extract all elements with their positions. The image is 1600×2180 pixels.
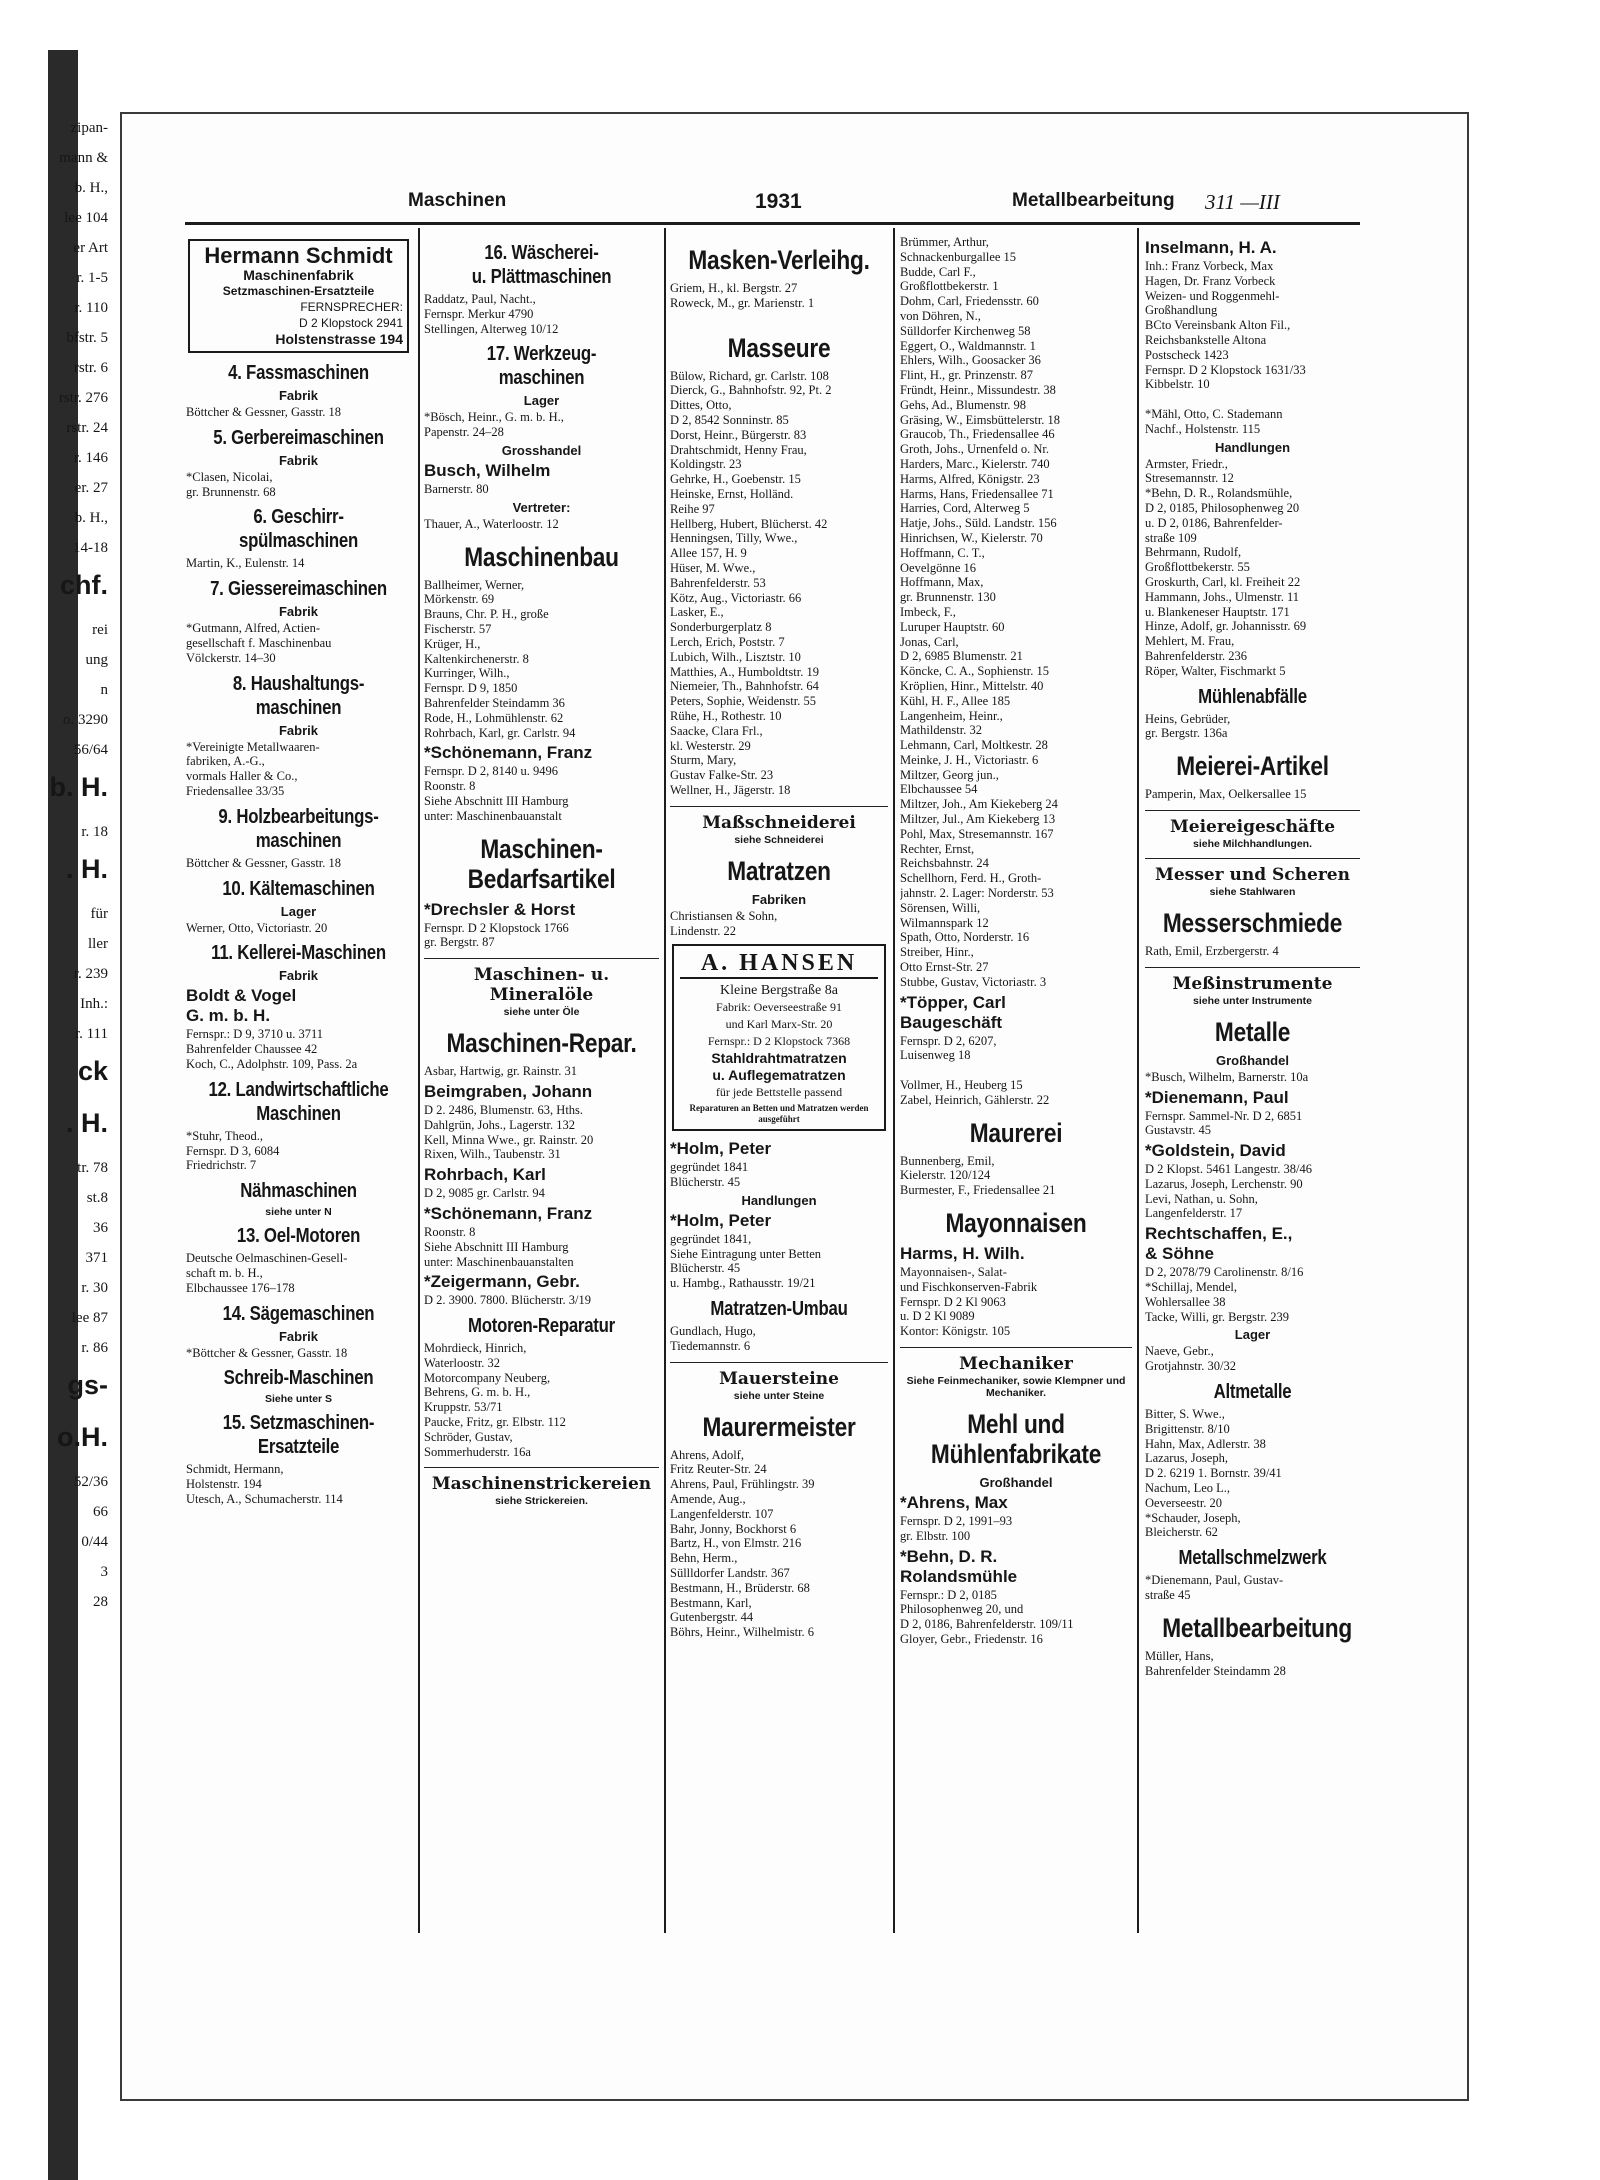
ad-line: Fernspr.: D 2 Klopstock 7368: [707, 1034, 851, 1049]
section-heading: Nähmaschinen: [240, 1180, 357, 1203]
left-page-line: chf.: [59, 570, 108, 600]
section-heading: Motoren-Reparatur: [468, 1315, 615, 1338]
ad-line: Stahldrahtmatratzen: [711, 1050, 847, 1067]
entry: Martin, K., Eulenstr. 14: [186, 556, 305, 571]
column-3: [670, 235, 888, 1935]
section-heading: Messer und Scheren: [1145, 858, 1360, 885]
header-left-title: Maschinen: [408, 190, 507, 211]
section-heading: 9. Holzbearbeitungs- maschinen: [218, 805, 379, 852]
header-year: 1931: [755, 190, 802, 213]
cross-reference: siehe unter N: [265, 1206, 332, 1219]
cross-reference: siehe unter Instrumente: [1192, 994, 1313, 1007]
section-heading: Matratzen-Umbau: [710, 1298, 848, 1321]
left-page-line: 14-18: [73, 540, 108, 556]
entry: Pamperin, Max, Oelkersallee 15: [1145, 787, 1307, 802]
ad-line: und Karl Marx-Str. 20: [725, 1017, 833, 1032]
section-heading: 17. Werkzeug- maschinen: [486, 343, 597, 390]
subheading: Großhandel: [979, 1475, 1053, 1490]
column-2: [424, 235, 659, 1935]
subheading: Großhandel: [1216, 1052, 1289, 1068]
left-page-line: r. 111: [74, 1026, 108, 1042]
ad-line: Holstenstrasse 194: [275, 331, 403, 347]
left-page-line: r. 30: [81, 1280, 108, 1296]
subheading: Fabrik: [278, 604, 318, 620]
entry: Barnerstr. 80: [424, 481, 489, 496]
left-page-line: r. 86: [81, 1340, 108, 1356]
ad-name: A. HANSEN: [680, 950, 878, 979]
ad-line: Kleine Bergstraße 8a: [720, 983, 838, 999]
section-heading: Maschinen-Repar.: [446, 1028, 637, 1059]
section-heading: 13. Oel-Motoren: [236, 1225, 361, 1248]
entry: Mayonnaisen-, Salat- und Fischkonserven-Fabrik Fernspr. D 2 Kl 9063 u. D 2 Kl 9089 Kontor: Königstr. 105: [900, 1265, 1038, 1339]
bold-entry: *Goldstein, David: [1145, 1141, 1286, 1161]
left-page-line: . H.: [65, 854, 108, 884]
bold-entry: *Holm, Peter: [670, 1210, 772, 1230]
entry: *Dienemann, Paul, Gustav- straße 45: [1145, 1573, 1284, 1603]
bold-entry: Beimgraben, Johann: [424, 1081, 593, 1101]
entry: Bülow, Richard, gr. Carlstr. 108 Dierck, G., Bahnhofstr. 92, Pt. 2 Dittes, Otto, D 2, 8542 Sonninstr. 85 Dorst, Heinr., Bürgerstr. 83 Drahtschmidt, Henny Frau, Koldingstr. 23 Gehrke, H., Goebenstr. 15 Heinske, Ernst, Holländ. Reihe 97 Hellberg, Hubert, Blücherst. 42 Henningsen, Tilly, Wwe., Allee 157, H. 9 Hüser, M. Wwe., Bahrenfelderstr. 53 Kötz, Aug., Victoriastr. 66 Lasker, E., Sonderburgerplatz 8 Lerch, Erich, Poststr. 7 Lubich, Wilh., Lisztstr. 10 Matthies, A., Humboldtstr. 19 Niemeier, Th., Bahnhofstr. 64 Peters, Sophie, Weidenstr. 55 Rühe, H., Rothestr. 10 Saacke, Clara Frl., kl. Westerstr. 29 Sturm, Mary, Gustav Falke-Str. 23 Wellner, H., Jägerstr. 18: [670, 368, 832, 797]
entry: *Busch, Wilhelm, Barnerstr. 10a: [1145, 1069, 1309, 1084]
entry: D 2. 2486, Blumenstr. 63, Hths. Dahlgrün, Johs., Lagerstr. 132 Kell, Minna Wwe., gr. Rainstr. 20 Rixen, Wilh., Taubenstr. 31: [424, 1102, 594, 1162]
entry: Böttcher & Gessner, Gasstr. 18: [186, 405, 342, 419]
section-heading: 7. Giessereimaschinen: [210, 578, 387, 601]
left-page-line: lee 104: [64, 210, 108, 226]
entry: Bunnenberg, Emil, Kielerstr. 120/124 Burmester, F., Friedensallee 21: [900, 1153, 1056, 1198]
left-page-line: er. 27: [74, 480, 108, 496]
left-page-line: o.H.: [57, 1422, 108, 1452]
entry: Fernspr. D 2, 8140 u. 9496 Roonstr. 8 Siehe Abschnitt III Hamburg unter: Maschinenbauanstalt: [424, 764, 569, 823]
section-heading: Mauersteine: [670, 1362, 888, 1389]
left-page-line: gs-: [67, 1370, 108, 1400]
left-page-line: o. 3290: [63, 712, 108, 728]
hermann-schmidt-ad: [188, 239, 409, 353]
column-divider: [1137, 228, 1139, 1933]
entry: D 2 Klopst. 5461 Langestr. 38/46 Lazarus, Joseph, Lerchenstr. 90 Levi, Nathan, u. Sohn, Langenfelderstr. 17: [1145, 1162, 1313, 1221]
entry: Müller, Hans, Bahrenfelder Steindamm 28: [1145, 1648, 1286, 1678]
entry: Asbar, Hartwig, gr. Rainstr. 31: [424, 1064, 577, 1079]
section-heading: 12. Landwirtschaftliche Maschinen: [208, 1078, 389, 1125]
ad-line: Setzmaschinen-Ersatzteile: [222, 284, 375, 298]
bold-entry: *Behn, D. R. Rolandsmühle: [900, 1546, 1018, 1586]
entry: Ahrens, Adolf, Fritz Reuter-Str. 24 Ahrens, Paul, Frühlingstr. 39 Amende, Aug., Langenfelderstr. 107 Bahr, Jonny, Bockhorst 6 Bartz, H., von Elmstr. 216 Behn, Herm., Süllldorfer Landstr. 367 Bestmann, H., Brüderstr. 68 Bestmann, Karl, Gutenbergstr. 44 Böhrs, Heinr., Wilhelmistr. 6: [670, 1447, 815, 1640]
section-heading: 16. Wäscherei- u. Plättmaschinen: [471, 242, 612, 288]
subheading: Fabriken: [751, 891, 807, 907]
left-page-line: für: [90, 906, 108, 922]
entry: Heins, Gebrüder, gr. Bergstr. 136a: [1145, 711, 1231, 741]
section-heading: Mühlenabfälle: [1198, 685, 1307, 708]
section-heading: Messerschmiede: [1162, 907, 1343, 938]
bold-entry: Busch, Wilhelm: [424, 460, 551, 480]
entry: D 2. 3900. 7800. Blücherstr. 3/19: [424, 1293, 592, 1308]
entry: Rath, Emil, Erzbergerstr. 4: [1145, 943, 1279, 958]
entry: Naeve, Gebr., Grotjahnstr. 30/32: [1145, 1344, 1236, 1374]
entry: Fernspr.: D 9, 3710 u. 3711 Bahrenfelder Chaussee 42 Koch, C., Adolphstr. 109, Pass. 2a: [186, 1027, 358, 1071]
cross-reference: siehe Milchhandlungen.: [1192, 837, 1312, 850]
left-page-line: b. H.,: [74, 180, 108, 196]
section-heading: 6. Geschirr- spülmaschinen: [238, 506, 359, 553]
section-heading: Maschinenbau: [464, 541, 619, 572]
subheading: Vertreter:: [512, 499, 571, 515]
left-page-line: rstr. 6: [73, 360, 108, 376]
entry: Christiansen & Sohn, Lindenstr. 22: [670, 908, 778, 938]
ad-line: D 2 Klopstock 2941: [298, 316, 403, 330]
page-number: 311 —III: [1205, 190, 1280, 214]
a-hansen-ad: [672, 944, 886, 1131]
bold-entry: *Ahrens, Max: [900, 1493, 1008, 1512]
section-heading: 15. Setzmaschinen- Ersatzteile: [222, 1412, 375, 1459]
entry: Inh.: Franz Vorbeck, Max Hagen, Dr. Franz Vorbeck Weizen- und Roggenmehl- Großhandlung BCto Vereinsbank Alton Fil., Reichsbankstelle Altona Postscheck 1423 Fernspr. D 2 Klopstock 1631/33 Kibbelstr. 10 *Mähl, Otto, C. Stademann Nachf., Holstenstr. 115: [1145, 259, 1306, 436]
left-page-line: ller: [88, 936, 108, 952]
left-page-line: rei: [92, 622, 108, 638]
section-heading: Schreib-Maschinen: [223, 1367, 374, 1390]
cross-reference: siehe unter Steine: [733, 1389, 825, 1402]
entry: *Vereinigte Metallwaaren- fabriken, A.-G., vormals Haller & Co., Friedensallee 33/35: [186, 739, 320, 798]
section-heading: Maßschneiderei: [670, 806, 888, 833]
entry: Deutsche Oelmaschinen-Gesell- schaft m. b. H., Elbchaussee 176–178: [186, 1251, 348, 1295]
section-heading: Mayonnaisen: [945, 1208, 1087, 1239]
left-page-line: . H.: [65, 1108, 108, 1138]
ad-line: u. Auflegematratzen: [712, 1067, 846, 1084]
cross-reference: siehe unter Öle: [503, 1006, 580, 1019]
entry: Raddatz, Paul, Nacht., Fernspr. Merkur 4790 Stellingen, Alterweg 10/12: [424, 292, 559, 336]
left-page-line: tr. 78: [77, 1160, 108, 1176]
ad-line: Fabrik: Oeverseestraße 91: [716, 1000, 842, 1015]
left-page-line: rstr. 276: [58, 390, 108, 406]
left-page-line: r. 110: [74, 300, 108, 316]
subheading: Lager: [523, 393, 560, 409]
left-page-line: 56/64: [73, 742, 108, 758]
bold-entry: *Dienemann, Paul: [1145, 1087, 1289, 1107]
left-page-line: r. 18: [81, 824, 108, 840]
section-heading: Mehl und Mühlenfabrikate: [930, 1409, 1102, 1469]
ad-line: Maschinenfabrik: [243, 267, 354, 283]
section-heading: Altmetalle: [1213, 1381, 1292, 1404]
bold-entry: Harms, H. Wilh.: [900, 1244, 1025, 1264]
left-page-line: n: [100, 682, 108, 698]
entry: Fernspr. D 2, 6207, Luisenweg 18 Vollmer, H., Heuberg 15 Zabel, Heinrich, Gählerstr. 22: [900, 1033, 1050, 1107]
ad-name: Hermann Schmidt: [204, 243, 393, 268]
left-page-line: zipan-: [70, 120, 108, 136]
bold-entry: *Schönemann, Franz: [424, 743, 593, 763]
left-page-line: er Art: [73, 240, 108, 256]
left-page-line: 3: [100, 1564, 108, 1580]
section-heading: Metallbearbeitung: [1162, 1612, 1352, 1643]
entry: Bitter, S. Wwe., Brigittenstr. 8/10 Hahn, Max, Adlerstr. 38 Lazarus, Joseph, D 2. 6219 1. Bornstr. 39/41 Nachum, Leo L., Oeverseestr. 20 *Schauder, Joseph, Bleicherstr. 62: [1145, 1407, 1282, 1540]
section-heading: Metalle: [1214, 1016, 1291, 1047]
left-page-line: ck: [77, 1056, 108, 1086]
subheading: Fabrik: [278, 388, 318, 403]
cross-reference: Siehe unter S: [264, 1393, 333, 1406]
column-divider: [418, 228, 420, 1933]
cross-reference: Siehe Feinmechaniker, sowie Klempner und Mechaniker.: [906, 1375, 1126, 1399]
entry: *Bösch, Heinr., G. m. b. H., Papenstr. 24–28: [424, 410, 564, 440]
left-page-line: b. H.: [49, 772, 108, 802]
entry: Griem, H., kl. Bergstr. 27 Roweck, M., gr. Marienstr. 1: [670, 281, 815, 310]
left-page-line: 66: [93, 1504, 108, 1520]
bold-entry: *Holm, Peter: [670, 1139, 772, 1159]
left-page-line: 28: [93, 1594, 108, 1610]
left-page-line: bfstr. 5: [66, 330, 108, 346]
column-4: [900, 235, 1132, 1935]
left-page-line: lee 87: [71, 1310, 108, 1326]
entry: Roonstr. 8 Siehe Abschnitt III Hamburg unter: Maschinenbauanstalten: [424, 1224, 574, 1269]
page-header: [180, 190, 1360, 220]
bold-entry: *Zeigermann, Gebr.: [424, 1272, 580, 1292]
section-heading: Masken-Verleihg.: [688, 245, 870, 275]
entry: *Böttcher & Gessner, Gasstr. 18: [186, 1345, 348, 1360]
entry: Böttcher & Gessner, Gasstr. 18: [186, 855, 342, 870]
section-heading: 4. Fassmaschinen: [228, 362, 369, 384]
subheading: Handlungen: [1214, 439, 1291, 455]
section-heading: Matratzen: [727, 855, 831, 886]
left-page-line: r. 239: [73, 966, 108, 982]
left-page-line: rstr. 24: [66, 420, 108, 436]
left-page-line: 371: [85, 1250, 108, 1266]
header-right-title: Metallbearbeitung: [1012, 190, 1175, 211]
column-1: [186, 235, 411, 1935]
section-heading: Maschinen- u. Mineralöle: [424, 958, 659, 1005]
left-page-line: 0/44: [81, 1534, 108, 1550]
entry: D 2, 9085 gr. Carlstr. 94: [424, 1186, 545, 1201]
entry: D 2, 2078/79 Carolinenstr. 8/16 *Schillaj, Mendel, Wohlersallee 38 Tacke, Willi, gr. Bergstr. 239: [1145, 1265, 1304, 1324]
header-rule: [185, 222, 1360, 225]
subheading: Fabrik: [278, 722, 318, 738]
ad-line: Reparaturen an Betten und Matratzen werden ausgeführt: [689, 1103, 869, 1125]
subheading: Lager: [1234, 1327, 1271, 1343]
section-heading: Metallschmelzwerk: [1178, 1547, 1327, 1570]
entry: *Clasen, Nicolai, gr. Brunnenstr. 68: [186, 469, 276, 499]
subheading: Handlungen: [741, 1192, 817, 1208]
section-heading: Meiereigeschäfte: [1145, 810, 1360, 837]
section-heading: 10. Kältemaschinen: [222, 877, 375, 900]
entry: Armster, Friedr., Stresemannstr. 12 *Behn, D. R., Rolandsmühle, D 2, 0185, Philosophenweg 20 u. D 2, 0186, Bahrenfelder- straße 109 Behrmann, Rudolf, Großflottbekerstr. 55 Groskurth, Carl, kl. Freiheit 22 Hammann, Johs., Ulmenstr. 11 u. Blankeneser Hauptstr. 171 Hinze, Adolf, gr. Johannisstr. 69 Mehlert, M. Frau, Bahrenfelderstr. 236 Röper, Walter, Fischmarkt 5: [1145, 456, 1307, 678]
entry: Fernspr. D 2, 1991–93 gr. Elbstr. 100: [900, 1514, 1013, 1543]
ad-line: FERNSPRECHER:: [300, 300, 403, 314]
entry: Fernspr. Sammel-Nr. D 2, 6851 Gustavstr. 45: [1145, 1108, 1303, 1138]
left-page-line: ung: [85, 652, 108, 668]
left-page-line: mann &: [59, 150, 108, 166]
entry: Brümmer, Arthur, Schnackenburgallee 15 Budde, Carl F., Großflottbekerstr. 1 Dohm, Carl, Friedensstr. 60 von Döhren, N., Sülldorfer Kirchenweg 58 Eggert, O., Waldmannstr. 1 Ehlers, Wilh., Goosacker 36 Flint, H., gr. Prinzenstr. 87 Fründt, Heinr., Missundestr. 38 Gehs, Ad., Blumenstr. 98 Gräsing, W., Eimsbüttelerstr. 18 Graucob, Th., Friedensallee 46 Groth, Johs., Urnenfeld o. Nr. Harders, Marc., Kielerstr. 740 Harms, Alfred, Königstr. 23 Harms, Hans, Friedensallee 71 Harries, Cord, Alterweg 5 Hatje, Johs., Süld. Landstr. 156 Hinrichsen, W., Kielerstr. 70 Hoffmann, C. T., Oevelgönne 16 Hoffmann, Max, gr. Brunnenstr. 130 Imbeck, F., Luruper Hauptstr. 60 Jonas, Carl, D 2, 6985 Blumenstr. 21 Köncke, C. A., Sophienstr. 15 Kröplien, Hinr., Mittelstr. 40 Kühl, H. F., Allee 185 Langenheim, Heinr., Mathildenstr. 32 Lehmann, Carl, Moltkestr. 28 Meinke, J. H., Victoriastr. 6 Miltzer, Georg jun., Elbchaussee 54 Miltzer, Joh., Am Kiekeberg 24 Miltzer, Jul., Am Kiekeberg 13 Pohl, Max, Stresemannstr. 167 Rechter, Ernst, Reichsbahnstr. 24 Schellhorn, Ferd. H., Groth- jahnstr. 2. Lager: Norderstr. 53 Sörensen, Willi, Wilmannspark 12 Spath, Otto, Norderstr. 16 Streiber, Hinr., Otto Ernst-Str. 27 Stubbe, Gustav, Victoriastr. 3: [900, 235, 1061, 989]
section-heading: Maschinenstrickereien: [424, 1467, 659, 1494]
section-heading: Meßinstrumente: [1145, 967, 1360, 994]
section-heading: 8. Haushaltungs- maschinen: [232, 672, 365, 719]
cross-reference: siehe Schneiderei: [734, 833, 824, 846]
section-heading: 14. Sägemaschinen: [222, 1302, 375, 1325]
subheading: Grosshandel: [501, 442, 582, 458]
bold-entry: *Schönemann, Franz: [424, 1203, 593, 1223]
left-page-fragment: [0, 120, 110, 2020]
entry: Gundlach, Hugo, Tiedemannstr. 6: [670, 1324, 756, 1353]
left-page-line: st.8: [86, 1190, 108, 1206]
bold-entry: Boldt & Vogel G. m. b. H.: [186, 986, 297, 1026]
left-page-line: b. H.,: [74, 510, 108, 526]
cross-reference: siehe Stahlwaren: [1209, 885, 1296, 898]
section-heading: Maurerei: [969, 1117, 1063, 1148]
bold-entry: *Töpper, Carl Baugeschäft: [900, 992, 1006, 1032]
entry: Schmidt, Hermann, Holstenstr. 194 Utesch, A., Schumacherstr. 114: [186, 1462, 343, 1506]
cross-reference: siehe Strickereien.: [495, 1495, 588, 1508]
column-5: [1145, 235, 1360, 1935]
left-page-line: r. 146: [73, 450, 108, 466]
subheading: Fabrik: [278, 968, 318, 984]
section-heading: Meierei-Artikel: [1176, 751, 1329, 782]
bold-entry: *Drechsler & Horst: [424, 899, 576, 919]
entry: Fernspr. D 2 Klopstock 1766 gr. Bergstr. 87: [424, 920, 569, 950]
section-heading: Maurermeister: [702, 1411, 856, 1442]
entry: gegründet 1841 Blücherstr. 45: [670, 1160, 749, 1190]
left-page-line: 52/36: [73, 1474, 108, 1490]
entry: Fernspr.: D 2, 0185 Philosophenweg 20, und D 2, 0186, Bahrenfelderstr. 109/11 Gloyer, Gebr., Friedenstr. 16: [900, 1587, 1074, 1646]
section-heading: 11. Kellerei-Maschinen: [211, 942, 386, 965]
subheading: Lager: [280, 903, 317, 919]
subheading: Fabrik: [278, 1328, 318, 1344]
entry: Mohrdieck, Hinrich, Waterloostr. 32 Motorcompany Neuberg, Behrens, G. m. b. H., Kruppstr. 53/71 Paucke, Fritz, gr. Elbstr. 112 Schröder, Gustav, Sommerhuderstr. 16a: [424, 1341, 566, 1459]
column-divider: [664, 228, 666, 1933]
entry: *Gutmann, Alfred, Actien- gesellschaft f. Maschinenbau Völckerstr. 14–30: [186, 621, 332, 665]
column-divider: [893, 228, 895, 1933]
bold-entry: Inselmann, H. A.: [1145, 238, 1277, 257]
section-heading: 5. Gerbereimaschinen: [213, 426, 384, 449]
entry: gegründet 1841, Siehe Eintragung unter Betten Blücherstr. 45 u. Hambg., Rathausstr. 19/21: [670, 1231, 822, 1291]
left-page-line: r. 1-5: [76, 270, 108, 286]
entry: Ballheimer, Werner, Mörkenstr. 69 Brauns, Chr. P. H., große Fischerstr. 57 Krüger, H., Kaltenkirchenerstr. 8 Kurringer, Wilh., Fernspr. D 9, 1850 Bahrenfelder Steindamm 36 Rode, H., Lohmühlenstr. 62 Rohrbach, Karl, gr. Carlstr. 94: [424, 577, 576, 740]
section-heading: Mechaniker: [900, 1347, 1132, 1374]
entry: Werner, Otto, Victoriastr. 20: [186, 920, 328, 935]
entry: Thauer, A., Waterloostr. 12: [424, 516, 559, 531]
ad-line: für jede Bettstelle passend: [715, 1085, 843, 1100]
bold-entry: Rechtschaffen, E., & Söhne: [1145, 1224, 1293, 1264]
left-page-line: 36: [93, 1220, 108, 1236]
section-heading: Masseure: [727, 332, 831, 363]
section-heading: Maschinen- Bedarfsartikel: [467, 833, 616, 894]
left-page-line: Inh.:: [80, 996, 108, 1012]
subheading: Fabrik: [278, 452, 318, 468]
entry: *Stuhr, Theod., Fernspr. D 3, 6084 Friedrichstr. 7: [186, 1128, 280, 1173]
bold-entry: Rohrbach, Karl: [424, 1165, 546, 1185]
